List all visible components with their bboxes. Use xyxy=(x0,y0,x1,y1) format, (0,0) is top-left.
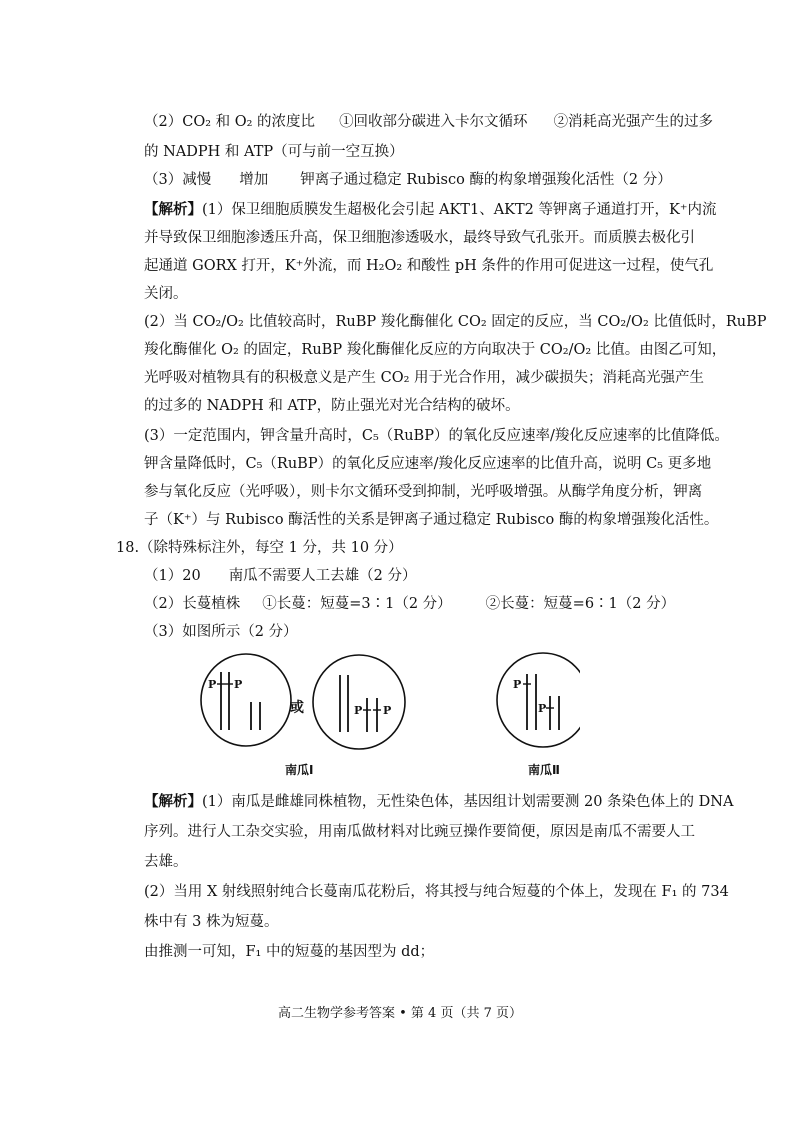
answer-2-part1: （2）CO₂ 和 O₂ 的浓度比 xyxy=(144,114,316,130)
q18-answer-2-part2: ①长蔓：短蔓=3∶1（2 分） xyxy=(262,596,452,612)
analysis18-p1-line2: 序列。进行人工杂交实验，用南瓜做材料对比豌豆操作要简便，原因是南瓜不需要人工 xyxy=(144,824,695,840)
or-label: 或 xyxy=(290,700,304,716)
q18-answer-1 xyxy=(144,566,417,586)
analysis17-p1-line4: 关闭。 xyxy=(144,286,188,302)
analysis17-p2-line2: 羧化酶催化 O₂ 的固定，RuBP 羧化酶催化反应的方向取决于 CO₂/O₂ 比值。由图乙可知， xyxy=(144,342,727,358)
analysis-text: (1）保卫细胞质膜发生超极化会引起 AKT1、AKT2 等钾离子通道打开，K⁺内流 xyxy=(202,202,717,218)
answer-2-line2: 的 NADPH 和 ATP（可与前一空互换） xyxy=(144,144,404,160)
answer-2-part2: ①回收部分碳进入卡尔文循环 xyxy=(339,114,528,130)
gene-label: P xyxy=(234,678,243,691)
analysis17-p1-line2: 并导致保卫细胞渗透压升高，保卫细胞渗透吸水，最终导致气孔张开。而质膜去极化引 xyxy=(144,230,695,246)
answer-3-part3: 钾离子通过稳定 Rubisco 酶的构象增强羧化活性（2 分） xyxy=(300,172,672,188)
analysis17-p3-line2: 钾含量降低时，C₅（RuBP）的氧化反应速率/羧化反应速率的比值升高，说明 C₅ 更多地 xyxy=(144,456,712,472)
analysis17-p1-line3: 起通道 GORX 打开，K⁺外流，而 H₂O₂ 和酸性 pH 条件的作用可促进这一过程，使气孔 xyxy=(144,258,714,274)
q18-header: 18.（除特殊标注外，每空 1 分，共 10 分） xyxy=(116,540,403,556)
q18-answer-2-part1: （2）长蔓植株 xyxy=(144,596,241,612)
gene-label: P xyxy=(208,678,217,691)
analysis-tag: 【解析】 xyxy=(144,794,202,810)
q18-answer-3: （3）如图所示（2 分） xyxy=(144,624,298,640)
analysis17-p2-line3: 光呼吸对植物具有的积极意义是产生 CO₂ 用于光合作用，减少碳损失；消耗高光强产生 xyxy=(144,370,705,386)
gene-label: P xyxy=(354,704,363,717)
cell-circle-2 xyxy=(313,655,405,749)
analysis18-p2-line2: 株中有 3 株为短蔓。 xyxy=(144,914,279,930)
answer-3-line xyxy=(144,170,672,190)
analysis17-p3-line1: (3）一定范围内，钾含量升高时，C₅（RuBP）的氧化反应速率/羧化反应速率的比值降低。 xyxy=(144,428,729,444)
analysis18-p1-line1 xyxy=(144,792,733,812)
q18-answer-1-part1: （1）20 xyxy=(144,568,201,584)
analysis18-p1-line3: 去雄。 xyxy=(144,854,188,870)
caption-pumpkin-2: 南瓜Ⅱ xyxy=(528,763,560,777)
analysis18-p2-line1: (2）当用 X 射线照射纯合长蔓南瓜花粉后，将其授与纯合短蔓的个体上，发现在 F₁ 的 734 xyxy=(144,884,729,900)
analysis18-p3-line1: 由推测一可知，F₁ 中的短蔓的基因型为 dd； xyxy=(144,944,435,960)
cell-circle-1 xyxy=(201,654,291,746)
analysis-text: (1）南瓜是雌雄同株植物，无性染色体，基因组计划需要测 20 条染色体上的 DNA xyxy=(202,794,734,810)
analysis17-p3-line4: 子（K⁺）与 Rubisco 酶活性的关系是钾离子通过稳定 Rubisco 酶的构象增强羧化活性。 xyxy=(144,512,719,528)
analysis17-p2-line1: (2）当 CO₂/O₂ 比值较高时，RuBP 羧化酶催化 CO₂ 固定的反应，当 CO₂/O₂ 比值低时，RuBP xyxy=(144,314,767,330)
caption-pumpkin-1: 南瓜Ⅰ xyxy=(285,763,314,777)
analysis-tag: 【解析】 xyxy=(144,202,202,218)
answer-2-part3: ②消耗高光强产生的过多 xyxy=(553,114,714,130)
q18-answer-1-part2: 南瓜不需要人工去雄（2 分） xyxy=(228,568,417,584)
chromosome-figure xyxy=(200,650,580,780)
page-footer: 高二生物学参考答案 • 第 4 页（共 7 页） xyxy=(277,1006,522,1021)
answer-3-part2: 增加 xyxy=(239,172,269,188)
gene-label: P xyxy=(383,704,392,717)
analysis17-p3-line3: 参与氧化反应（光呼吸），则卡尔文循环受到抑制，光呼吸增强。从酶学角度分析，钾离 xyxy=(144,484,703,500)
gene-label: P xyxy=(538,702,547,715)
gene-label: P xyxy=(513,678,522,691)
answer-3-part1: （3）减慢 xyxy=(144,172,212,188)
cell-circle-3 xyxy=(497,653,580,747)
q18-answer-2-part3: ②长蔓：短蔓=6∶1（2 分） xyxy=(485,596,676,612)
q18-answer-2 xyxy=(144,594,675,614)
answer-2-line1 xyxy=(144,112,713,132)
analysis17-p2-line4: 的过多的 NADPH 和 ATP，防止强光对光合结构的破坏。 xyxy=(144,398,520,414)
analysis17-p1-line1 xyxy=(144,200,717,220)
